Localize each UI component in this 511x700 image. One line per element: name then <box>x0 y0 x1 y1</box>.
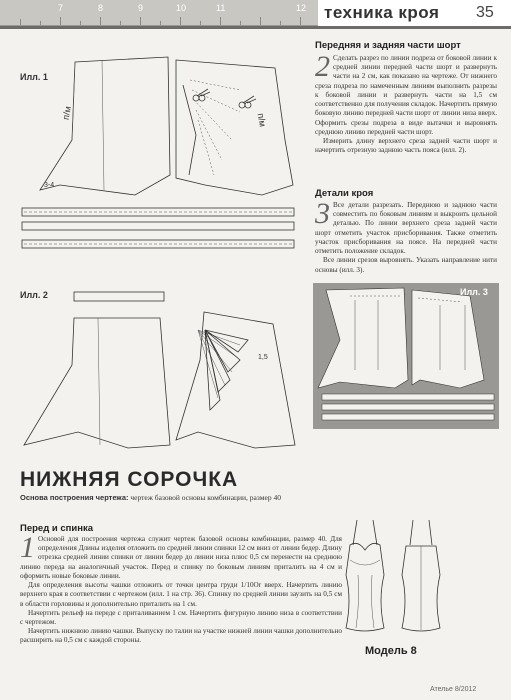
ruler-number: 8 <box>98 3 104 13</box>
paragraph: Для определения высоты чашки отложить от точки центра груди 1/10Or вверх. Начертить линию верхнего края в соответствии с чертежом (илл. 1 на стр. 36). Спинку по средней линии заузить на 0,5 см в области горловины и дополнительно приталить на 1 см. <box>20 581 342 608</box>
ruler-number: 10 <box>176 3 187 13</box>
footer-issue: Ателье 8/2012 <box>430 686 477 693</box>
dropcap: 1 <box>20 531 35 564</box>
heading-front-back: Передняя и задняя части шорт <box>315 40 461 51</box>
page-number: 35 <box>476 4 494 21</box>
ruler-number: 9 <box>138 3 144 13</box>
paragraph: Начертить нижнюю линию чашки. Выпуску по талии на участке нижней линии чашки дополнительно расширить на 0,5 см с каждой стороны. <box>20 627 342 645</box>
paragraph: Все детали разрезать. Переднюю и заднюю части совместить по боковым линиям и выкроить цельной деталью. По линии верхнего среза задней части шорт отметить участок присборивания. Также отметить участок присборивания на поясе. На передней части отметить положение складок. <box>315 201 497 256</box>
figure-label-ill1: Илл. 1 <box>20 72 48 82</box>
grain-mark: п/м <box>60 105 73 121</box>
dropcap: 2 <box>315 50 330 83</box>
figure-label-ill3: Илл. 3 <box>460 287 488 297</box>
paragraph: Все линии срезов выровнять. Указать направление нити основы (илл. 3). <box>315 256 497 274</box>
article-title: НИЖНЯЯ СОРОЧКА <box>20 468 239 491</box>
dimension-label: 1,5 <box>258 354 268 361</box>
base-draft-label: Основа построения чертежа: <box>20 493 129 502</box>
base-draft-text: чертеж базовой основы комбинации, размер 40 <box>130 493 281 502</box>
ruler-number: 7 <box>58 3 64 13</box>
figure-label-ill2: Илл. 2 <box>20 290 48 300</box>
paragraph: Сделать разрез по линии подреза от боковой линии к средней линии передней части шорт и развернуть части на 2 см, как показано на чертеже. От нижнего среза подреза по намеченным линиям выполнить разрезы к боковой линии и развернуть части на 1,5 см соответственно для получения складок. Начертить прямую боковую линию передней части шорт от линии низа вверх. Оформить срезы подреза в виде вытачки и выровнять среднюю линию передней части шорт. <box>315 54 497 136</box>
section-title: техника кроя <box>324 3 440 22</box>
dropcap: 3 <box>315 197 330 230</box>
ruler-number: 11 <box>216 3 226 13</box>
heading-details: Детали кроя <box>315 188 374 199</box>
paragraph: Основой для построения чертежа служит чертеж базовой основы комбинации, размер 40. Для определения Длины изделия отложить по средней линии спинки 12 см вниз от линии бедер. Длину отрезка средней линии спинки от линии бедер до линии низа плюс 0,5 см перенести на среднюю линию переда на аналогичный участок. Перед и спинку по боковым линиям приталить на 4 см и оформить новые боковые линии. <box>20 535 342 580</box>
side-mark: 3-4 <box>44 182 55 189</box>
grain-mark: п/м <box>255 112 268 128</box>
paragraph: Измерить длину верхнего среза задней части шорт и начертить отрезную заднюю часть пояса (илл. 2). <box>315 136 497 155</box>
paragraph: Начертить рельеф на переде с приталиванием 1 см. Начертить фигурную линию низа в соответствии с чертежом. <box>20 608 342 626</box>
model-label: Модель 8 <box>365 645 417 657</box>
ruler-number: 12 <box>296 3 307 13</box>
heading-front-and-back: Перед и спинка <box>20 523 93 534</box>
